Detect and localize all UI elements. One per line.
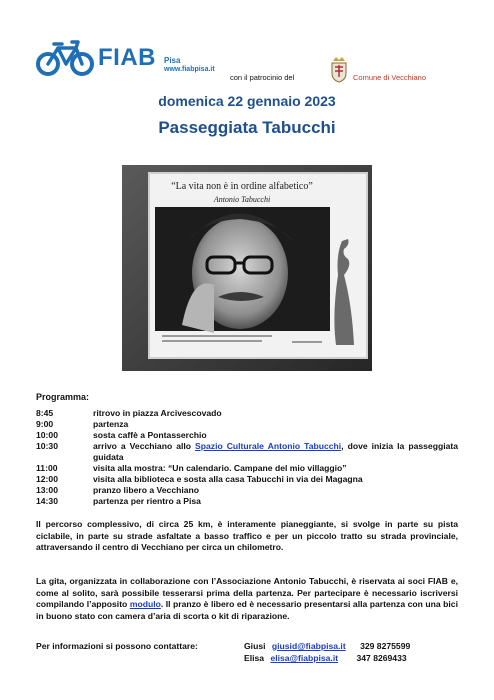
program-description: visita alla mostra: “Un calendario. Campane del mio villaggio” [93,463,347,473]
event-date: domenica 22 gennaio 2023 [158,93,336,109]
program-time: 14:30 [36,496,58,506]
program-time: 13:00 [36,485,58,495]
brand-url[interactable]: www.fiabpisa.it [164,66,215,73]
photo-image [122,165,372,371]
contact-name: Elisa [244,653,265,663]
program-heading: Programma: [36,392,90,402]
contact-phone: 329 8275599 [360,641,411,651]
program-time: 12:00 [36,474,58,484]
photo-quote: “La vita non è in ordine alfabetico” [171,181,313,192]
contact-phone: 347 8269433 [356,653,407,663]
form-link[interactable]: modulo [129,599,161,609]
contact-email[interactable]: elisa@fiabpisa.it [270,653,339,663]
patronage-text: con il patrocinio del [230,73,295,82]
coat-of-arms-icon [330,55,348,83]
contact-email[interactable]: giusid@fiabpisa.it [271,641,346,651]
program-description: visita alla biblioteca e sosta alla casa Tabucchi in via dei Magagna [93,474,363,484]
program-time: 10:30 [36,441,58,451]
program-description: sosta caffè a Pontasserchio [93,430,207,440]
program-time: 9:00 [36,419,54,429]
brand-city: Pisa [164,56,181,65]
tabucchi-photo [122,165,372,371]
program-description: partenza per rientro a Pisa [93,496,201,506]
program-description: arrivo a Vecchiano allo Spazio Culturale Antonio Tabucchi, dove inizia la passeggiata guidata [93,441,459,462]
registration-info: La gita, organizzata in collaborazione con l’Associazione Antonio Tabucchi, è riservata ai soci FIAB e, come al solito, sarà possibile tesserarsi prima della partenza. Per partecipare è necessario iscriversi compilando l’apposito modulo. Il pranzo è libero ed è necessario presentarsi alla partenza con una bici in buono stato con camera d’aria di scorta o kit di riparazione. [36,576,458,621]
event-title: Passeggiata Tabucchi [158,118,336,137]
route-description: Il percorso complessivo, di circa 25 km, è interamente pianeggiante, si svolge in parte su pista ciclabile, in parte su strade asfaltate a basso traffico e per un piccolo tratto su strada provinciale, attraversando il centro di Vecchiano per circa un chilometro. [36,519,458,552]
contacts-label: Per informazioni si possono contattare: [36,641,198,651]
fiab-logo [36,36,215,80]
program-description: partenza [93,419,129,429]
program-description: pranzo libero a Vecchiano [93,485,200,495]
program-time: 8:45 [36,408,54,418]
contact-row [244,653,407,663]
contact-name: Giusi [244,641,266,651]
program-time: 11:00 [36,463,58,473]
bicycle-icon [36,38,96,78]
venue-link[interactable]: Spazio Culturale Antonio Tabucchi [195,441,342,451]
program-time: 10:00 [36,430,58,440]
comune-name: Comune di Vecchiano [353,73,426,82]
photo-signature: Antonio Tabucchi [213,195,271,204]
brand-name: FIAB [98,44,156,71]
contact-row [244,641,410,651]
comune-logo [330,55,460,85]
program-description: ritrovo in piazza Arcivescovado [93,408,222,418]
